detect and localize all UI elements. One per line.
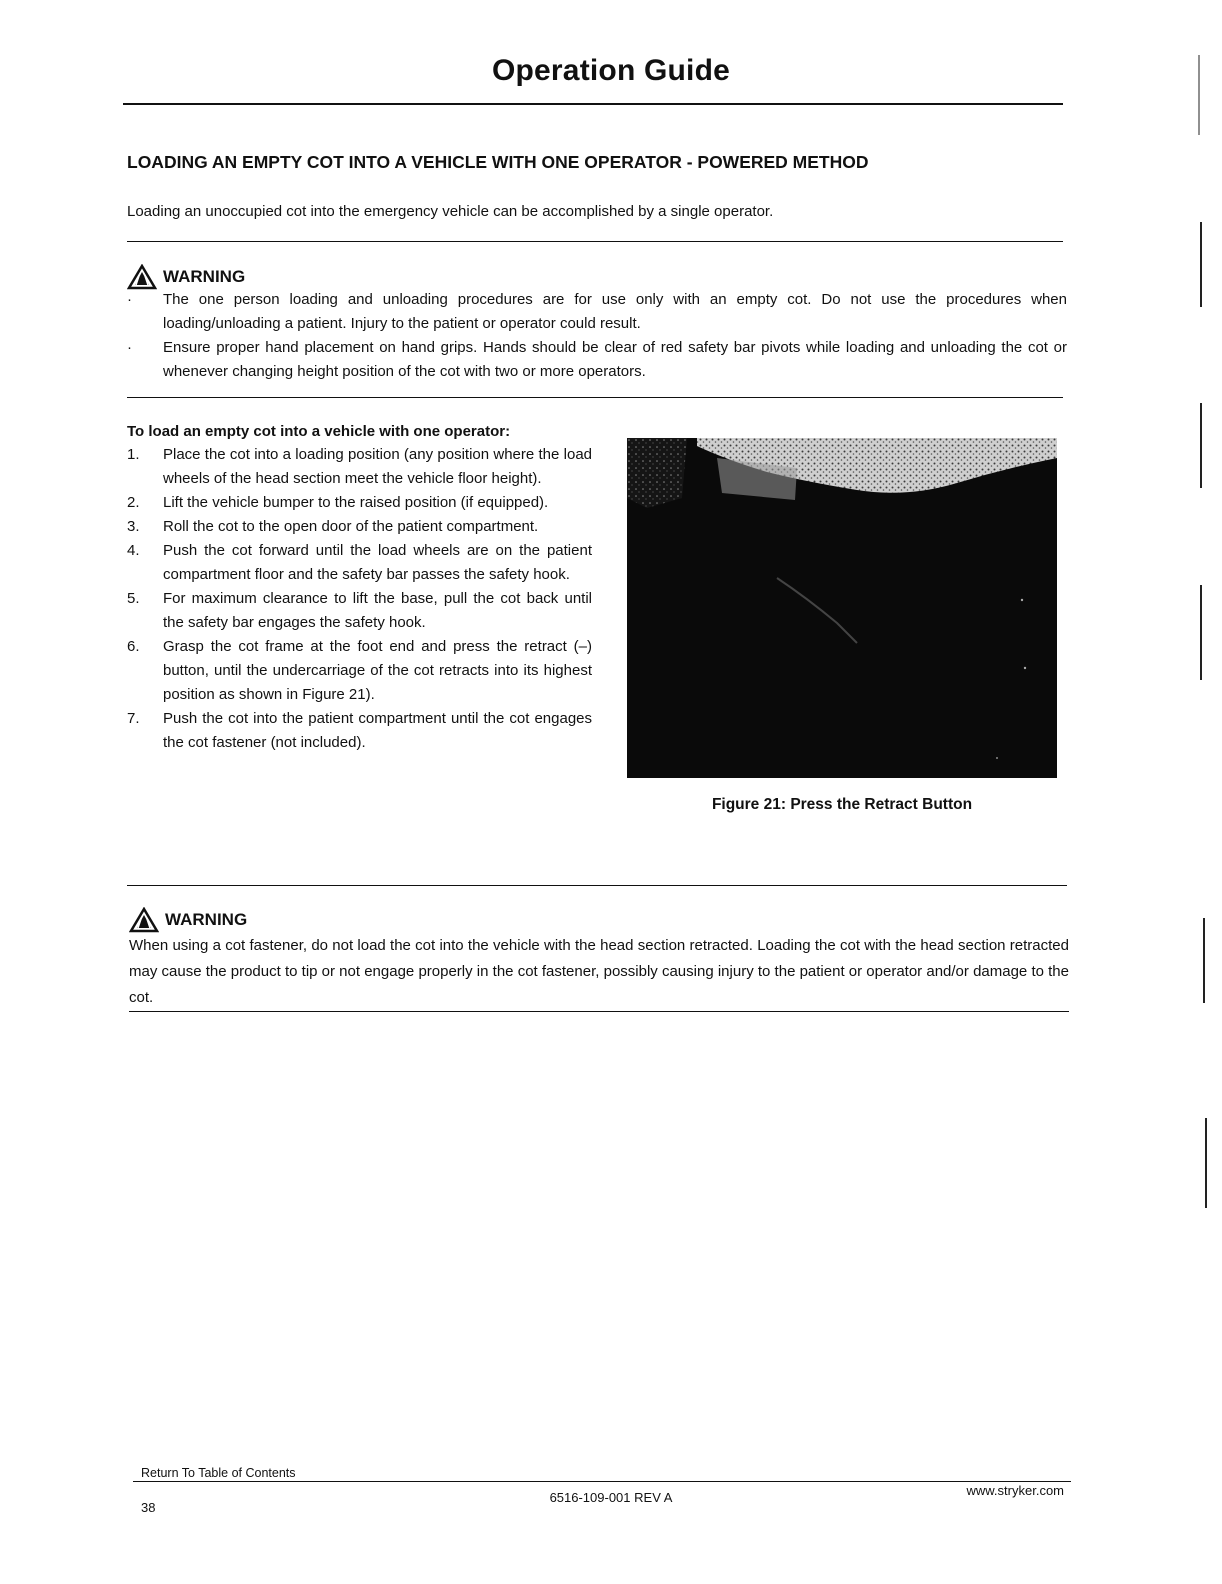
step-number: 7. [127, 710, 140, 727]
warning-item-text: The one person loading and unloading procedures are for use only with an empty cot. Do not use the procedures when loading/unloading a patient. Injury to the patient or operator could result. [163, 291, 1067, 332]
warning-label: WARNING [163, 267, 246, 286]
warning-heading [129, 907, 247, 933]
warning-item-text: Ensure proper hand placement on hand grips. Hands should be clear of red safety bar pivots while loading and unloading the cot or whenever changing height position of the cot with two or more operators. [163, 339, 1067, 380]
bullet-icon: · [127, 339, 132, 356]
warning-triangle-icon [127, 264, 157, 290]
intro-text: Loading an unoccupied cot into the emergency vehicle can be accomplished by a single operator. [127, 203, 774, 220]
return-to-toc-link[interactable]: Return To Table of Contents [141, 1466, 296, 1480]
procedure-step [127, 539, 592, 587]
bullet-icon: · [127, 291, 132, 308]
warning-text: When using a cot fastener, do not load the cot into the vehicle with the head section retracted. Loading the cot with the head section retracted may cause the product to tip or not engage properly in the cot fastener, possibly causing injury to the patient or operator and/or damage to the cot. [129, 937, 1069, 1006]
procedure-step [127, 635, 592, 707]
page-number: 38 [141, 1500, 156, 1515]
scan-mark [1200, 403, 1202, 488]
step-text: Push the cot forward until the load wheels are on the patient compartment floor and the safety bar passes the safety hook. [163, 542, 592, 583]
warning-triangle-icon [129, 907, 159, 933]
scan-mark [1205, 1118, 1207, 1208]
footer-rule [133, 1481, 1071, 1482]
step-number: 1. [127, 446, 140, 463]
warning-2-bottom-rule [129, 1011, 1069, 1012]
step-text: Lift the vehicle bumper to the raised position (if equipped). [163, 494, 549, 511]
step-number: 3. [127, 518, 140, 535]
procedure-step [127, 707, 592, 755]
procedure-step [127, 515, 592, 539]
step-text: Push the cot into the patient compartment until the cot engages the cot fastener (not included). [163, 710, 592, 751]
step-number: 5. [127, 590, 140, 607]
procedure-steps [127, 443, 592, 755]
step-text: Place the cot into a loading position (any position where the load wheels of the head section meet the vehicle floor height). [163, 446, 592, 487]
document-code: 6516-109-001 REV A [549, 1490, 673, 1505]
procedure-step [127, 491, 592, 515]
procedure-step [127, 443, 592, 491]
scan-mark [1198, 55, 1200, 135]
warning-item [127, 288, 1067, 336]
step-text: Grasp the cot frame at the foot end and press the retract (–) button, until the undercarriage of the cot retracts into its highest position as shown in Figure 21). [163, 638, 592, 703]
header-rule [123, 103, 1063, 105]
figure-21-photo [627, 438, 1057, 778]
procedure-title: To load an empty cot into a vehicle with one operator: [127, 423, 511, 440]
step-text: Roll the cot to the open door of the patient compartment. [163, 518, 539, 535]
step-text: For maximum clearance to lift the base, pull the cot back until the safety bar engages the safety hook. [163, 590, 592, 631]
warning-2-top-rule [127, 885, 1067, 886]
warning-label: WARNING [165, 910, 248, 929]
warning-bottom-rule [127, 397, 1063, 398]
warning-heading [127, 264, 245, 290]
scan-mark [1200, 222, 1202, 307]
step-number: 2. [127, 494, 140, 511]
figure-caption: Figure 21: Press the Retract Button [711, 796, 973, 813]
procedure-step [127, 587, 592, 635]
website-url: www.stryker.com [966, 1483, 1064, 1498]
warning-top-rule [127, 241, 1063, 242]
scan-mark [1200, 585, 1202, 680]
step-number: 6. [127, 638, 140, 655]
step-number: 4. [127, 542, 140, 559]
warning-item [127, 336, 1067, 384]
page-title: Operation Guide [491, 54, 731, 87]
scan-mark [1203, 918, 1205, 1003]
section-heading: LOADING AN EMPTY COT INTO A VEHICLE WITH ONE OPERATOR - POWERED METHOD [127, 152, 869, 172]
warning-list [127, 288, 1067, 384]
